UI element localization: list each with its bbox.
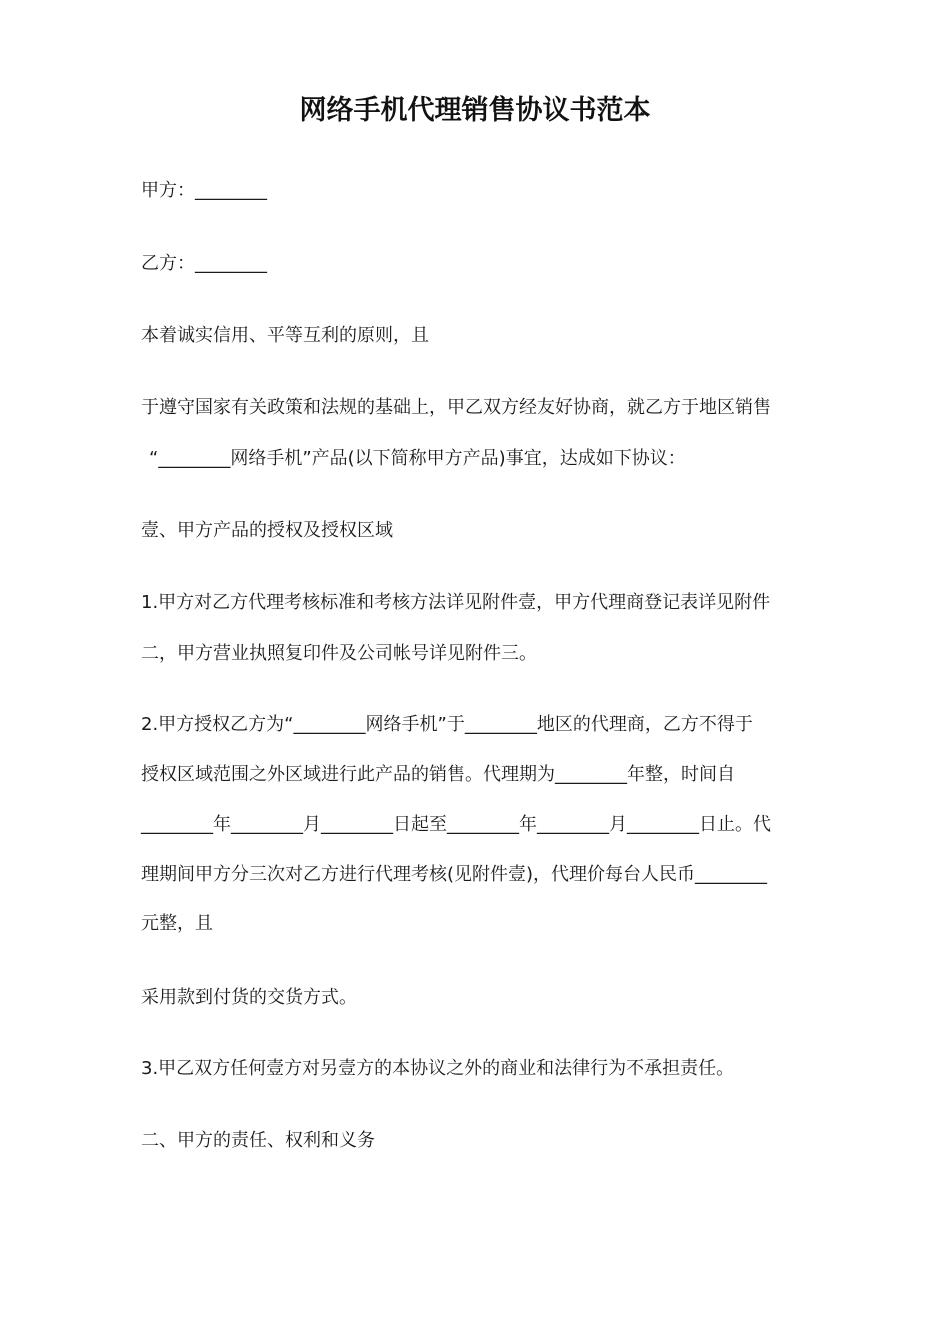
clause-line: 元整，且 xyxy=(141,913,213,934)
paragraph-line: 于遵守国家有关政策和法规的基础上，甲乙双方经友好协商，就乙方于地区销售 xyxy=(141,397,771,418)
clause-line: 3.甲乙双方任何壹方对另壹方的本协议之外的商业和法律行为不承担责任。 xyxy=(141,1058,735,1079)
clause-line: ________年________月________日起至________年________月________日止。代 xyxy=(141,814,771,835)
clause-line: 1.甲方对乙方代理考核标准和考核方法详见附件壹，甲方代理商登记表详见附件 xyxy=(141,592,771,613)
party-a-line: 甲方：________ xyxy=(141,180,267,201)
clause-line: 理期间甲方分三次对乙方进行代理考核(见附件壹)，代理价每台人民币________ xyxy=(141,864,768,885)
clause-line: 二，甲方营业执照复印件及公司帐号详见附件三。 xyxy=(141,643,537,664)
clause-line: 2.甲方授权乙方为“________网络手机”于________地区的代理商，乙方不得于 xyxy=(141,714,753,735)
clause-line: 授权区域范围之外区域进行此产品的销售。代理期为________年整，时间自 xyxy=(141,764,735,785)
section-heading: 壹、甲方产品的授权及授权区域 xyxy=(141,520,393,541)
preamble-line: 本着诚实信用、平等互利的原则，且 xyxy=(141,325,429,346)
clause-line: 采用款到付货的交货方式。 xyxy=(141,987,357,1008)
section-heading: 二、甲方的责任、权利和义务 xyxy=(141,1130,375,1151)
document-title: 网络手机代理销售协议书范本 xyxy=(299,95,651,126)
paragraph-line: “________网络手机”产品(以下简称甲方产品)事宜，达成如下协议： xyxy=(149,448,686,469)
party-b-line: 乙方：________ xyxy=(141,253,267,274)
